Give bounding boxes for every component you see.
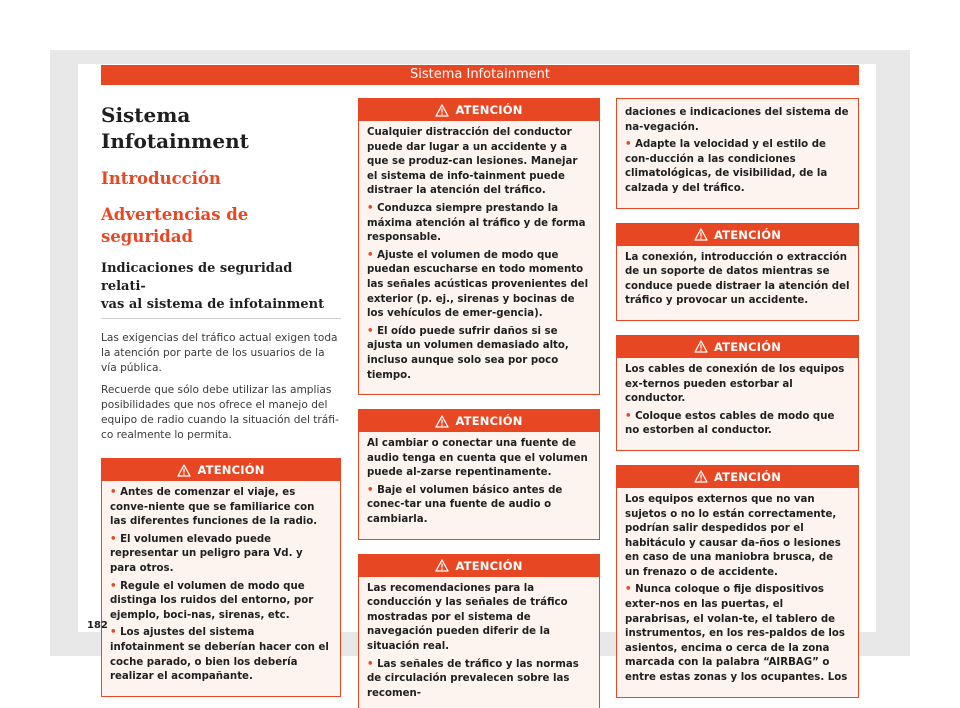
subsection-title: Advertencias de seguridad xyxy=(101,205,249,246)
warning-box xyxy=(358,409,600,540)
paragraph: Recuerde que sólo debe utilizar las amplias posibilidades que nos ofrece el manejo del equipo de radio cuando la situación del tráfi-co realmente lo permita. xyxy=(101,384,339,441)
warning-header xyxy=(102,459,340,481)
warning-box xyxy=(616,223,859,321)
warning-body xyxy=(617,99,858,208)
warning-box xyxy=(358,554,600,708)
warning-bullet: • Nunca coloque o fije dispositivos exter-nos en las puertas, el parabrisas, el volan-te, el tablero de instrumentos, en los res-paldos de los asientos, encima o cerca de la zona marcada con la palabra “AIRBAG” o entre estas zonas y los ocupantes. Los xyxy=(625,584,848,684)
warning-header xyxy=(359,410,599,432)
warning-header xyxy=(359,555,599,577)
warning-body xyxy=(617,358,858,450)
warning-box xyxy=(101,458,341,697)
warning-bullet: • El volumen elevado puede representar un peligro para Vd. y para otros. xyxy=(110,533,303,574)
warning-bullet-text: Baje el volumen básico antes de conec-tar una fuente de audio o cambiarla. xyxy=(367,484,563,526)
warning-text: Los cables de conexión de los equipos ex-ternos pueden estorbar al conductor. xyxy=(625,363,845,405)
warning-label: ATENCIÓN xyxy=(713,227,782,242)
warning-text: Las recomendaciones para la conducción y las señales de tráfico mostradas por el sistema de navegación pueden diferir de la situación real. xyxy=(367,582,568,653)
warning-bullet-text: El volumen elevado puede representar un peligro para Vd. y para otros. xyxy=(110,533,303,574)
warning-header xyxy=(617,224,858,246)
topic-heading xyxy=(101,260,341,319)
warning-label: ATENCIÓN xyxy=(713,469,782,484)
warning-bullet: • Coloque estos cables de modo que no estorben al conductor. xyxy=(625,410,835,437)
warning-bullet-text: El oído puede sufrir daños si se ajusta un volumen demasiado alto, incluso aunque solo sea por poco tiempo. xyxy=(367,325,569,381)
warning-text: Cualquier distracción del conductor puede dar lugar a un accidente y a que se produz-can lesiones. Manejar el sistema de info-tainment puede distraer la atención del tráfico. xyxy=(367,127,578,197)
warning-label: ATENCIÓN xyxy=(197,463,265,477)
warning-bullet: • Antes de comenzar el viaje, es conve-niente que se familiarice con las diferentes funciones de la radio. xyxy=(110,487,318,528)
column-middle xyxy=(358,98,600,708)
warning-triangle-icon xyxy=(694,228,708,241)
warning-bullet: • Baje el volumen básico antes de conec-tar una fuente de audio o cambiarla. xyxy=(367,484,563,526)
warning-text: La conexión, introducción o extracción de un soporte de datos mientras se conduce puede distraer la atención del tráfico y provocar un accidente. xyxy=(625,251,850,307)
warning-bullet: • Conduzca siempre prestando la máxima atención al tráfico y de forma responsable. xyxy=(367,202,586,244)
warning-bullet-text: Nunca coloque o fije dispositivos exter-nos en las puertas, el parabrisas, el volan-te, el tablero de instrumentos, en los res-paldos de los asientos, encima o cerca de la zona marcada con la palabra “AIRBAG” o entre estas zonas y los ocupantes. Los xyxy=(625,584,848,684)
warning-bullet-text: Las señales de tráfico y las normas de circulación prevalecen sobre las recomen- xyxy=(367,658,579,699)
warning-label: ATENCIÓN xyxy=(455,558,523,573)
warning-bullet-text: Coloque estos cables de modo que no estorben al conductor. xyxy=(625,410,835,437)
page-number: 182 xyxy=(87,620,108,631)
warning-body xyxy=(617,246,858,320)
warning-header xyxy=(359,99,599,121)
warning-box xyxy=(616,335,859,451)
warning-label: ATENCIÓN xyxy=(455,103,523,117)
warning-bullet: • Los ajustes del sistema infotainment se deberían hacer con el coche parado, o bien los debería realizar el acompañante. xyxy=(110,627,329,683)
warning-body xyxy=(359,121,599,394)
warning-body xyxy=(359,577,599,708)
warning-triangle-icon xyxy=(435,415,449,428)
topic-heading-line-2: vas al sistema de infotainment xyxy=(101,297,325,312)
section-title: Introducción xyxy=(101,169,221,188)
warning-bullet-text: Antes de comenzar el viaje, es conve-niente que se familiarice con las diferentes funciones de la radio. xyxy=(110,487,318,528)
warning-text: daciones e indicaciones del sistema de na-vegación. xyxy=(625,107,849,133)
warning-text: Los equipos externos que no van sujetos o no lo están correctamente, podrían salir despedidos por el habitáculo y causar da-ños o lesiones en caso de una maniobra brusca, de un frenazo o de accidente. xyxy=(625,493,841,578)
warning-label: ATENCIÓN xyxy=(713,339,782,354)
warning-bullet-text: Regule el volumen de modo que distinga los ruidos del entorno, por ejemplo, boci-nas, sirenas, etc. xyxy=(110,580,314,621)
warning-bullet-text: Adapte la velocidad y el estilo de con-ducción a las condiciones climatológicas, de visibilidad, de la calzada y del tráfico. xyxy=(625,139,828,194)
warning-text: Al cambiar o conectar una fuente de audio tenga en cuenta que el volumen puede al-zarse repentinamente. xyxy=(367,438,588,479)
warning-bullet-text: Los ajustes del sistema infotainment se deberían hacer con el coche parado, o bien los debería realizar el acompañante. xyxy=(110,627,329,683)
warning-triangle-icon xyxy=(435,559,449,572)
warning-header xyxy=(617,466,858,488)
paragraph: Las exigencias del tráfico actual exigen toda la atención por parte de los usuarios de la vía pública. xyxy=(101,332,338,374)
warning-bullet: • Ajuste el volumen de modo que puedan escucharse en todo momento las señales acústicas provenientes del exterior (p. ej., sirenas y bocinas de los vehículos de emer-gencia). xyxy=(367,249,589,320)
column-right xyxy=(616,98,859,698)
warning-triangle-icon xyxy=(177,464,191,477)
warning-bullet: • Las señales de tráfico y las normas de circulación prevalecen sobre las recomen- xyxy=(367,658,579,699)
warning-bullet-text: Conduzca siempre prestando la máxima atención al tráfico y de forma responsable. xyxy=(367,202,586,244)
warning-header xyxy=(617,336,858,358)
warning-box xyxy=(358,98,600,395)
running-header: Sistema Infotainment xyxy=(101,65,859,85)
warning-label: ATENCIÓN xyxy=(455,414,523,429)
warning-body xyxy=(617,488,858,697)
warning-triangle-icon xyxy=(694,470,708,483)
warning-bullet: • Adapte la velocidad y el estilo de con-ducción a las condiciones climatológicas, de visibilidad, de la calzada y del tráfico. xyxy=(625,139,828,194)
warning-bullet: • El oído puede sufrir daños si se ajusta un volumen demasiado alto, incluso aunque solo sea por poco tiempo. xyxy=(367,325,569,381)
column-left xyxy=(101,100,341,697)
warning-box-continued xyxy=(616,98,859,209)
warning-body xyxy=(359,432,599,539)
warning-triangle-icon xyxy=(435,104,449,117)
chapter-title: Sistema Infotainment xyxy=(101,103,249,153)
topic-heading-line-1: Indicaciones de seguridad relati- xyxy=(101,261,293,294)
warning-triangle-icon xyxy=(694,340,708,353)
warning-box xyxy=(616,465,859,698)
warning-body xyxy=(102,481,340,696)
warning-bullet-text: Ajuste el volumen de modo que puedan escucharse en todo momento las señales acústicas provenientes del exterior (p. ej., sirenas y bocinas de los vehículos de emer-gencia). xyxy=(367,249,589,320)
warning-bullet: • Regule el volumen de modo que distinga los ruidos del entorno, por ejemplo, boci-nas, sirenas, etc. xyxy=(110,580,314,621)
